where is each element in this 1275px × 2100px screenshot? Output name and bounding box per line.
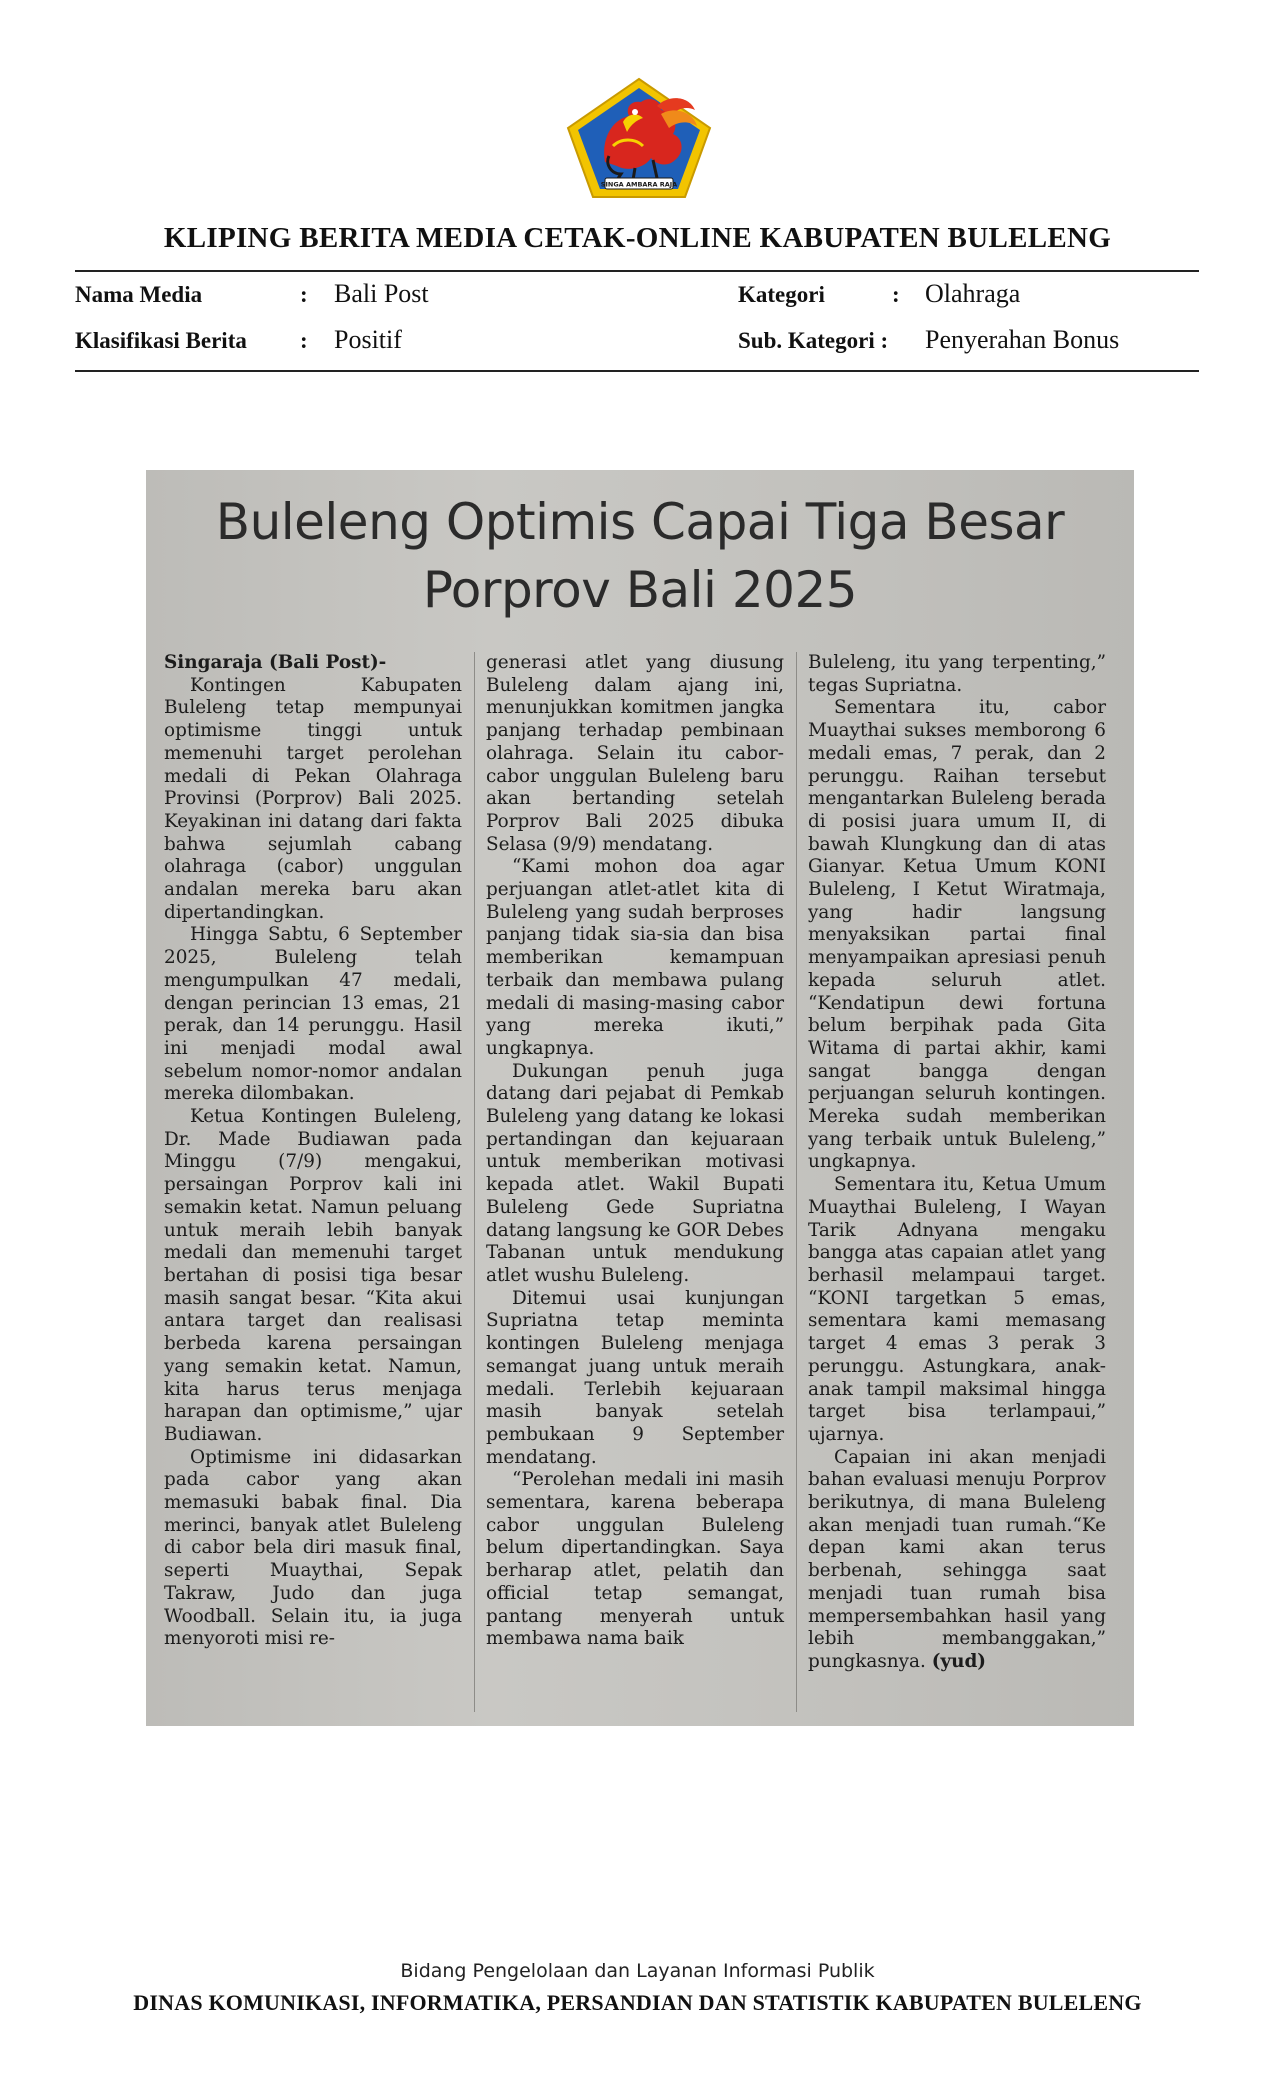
kategori-label: Kategori [738, 282, 825, 307]
footer-division: Bidang Pengelolaan dan Layanan Informasi Publik [400, 1960, 875, 1982]
regency-logo [565, 76, 713, 200]
paragraph: Ketua Kontingen Buleleng, Dr. Made Budiawan pada Minggu (7/9) mengakui, persaingan Porprov kali ini semakin ketat. Namun peluang untuk meraih lebih banyak medali dan memenuhi target bertahan di posisi tiga besar masih sangat besar. “Kita akui antara target dan realisasi berbeda karena persaingan yang semakin ketat. Namun, kita harus terus menjaga harapan dan optimisme,” ujar Budiawan. [164, 1106, 462, 1445]
paragraph: Optimisme ini didasarkan pada cabor yang akan memasuki babak final. Dia merinci, banyak atlet Buleleng di cabor bela diri masuk final, seperti Muaythai, Sepak Takraw, Judo dan juga Woodball. Selain itu, ia juga menyoroti misi re- [164, 1446, 462, 1650]
article-headline [146, 488, 1134, 624]
kategori-value: Olahraga [925, 279, 1021, 308]
paragraph: generasi atlet yang diusung Buleleng dalam ajang ini, menunjukkan komitmen jangka panjang terhadap pembinaan olahraga. Selain itu cabor-cabor unggulan Buleleng baru akan bertanding setelah Porprov Bali 2025 dibuka Selasa (9/9) mendatang. [486, 652, 784, 855]
article-signature: (yud) [931, 1650, 987, 1672]
logo-motto: SINGA AMBARA RAJA [600, 180, 678, 189]
header-rule-bottom [75, 370, 1199, 372]
news-clipping [146, 470, 1134, 1726]
footer-agency: DINAS KOMUNIKASI, INFORMATIKA, PERSANDIAN DAN STATISTIK KABUPATEN BULELENG [133, 1990, 1142, 2015]
paragraph: Hingga Sabtu, 6 September 2025, Buleleng telah mengumpulkan 47 medali, dengan perincian 13 emas, 21 perak, dan 14 perunggu. Hasil ini menjadi modal awal sebelum nomor-nomor andalan mereka dilombakan. [164, 924, 462, 1105]
article-column-2 [486, 652, 784, 1651]
klasifikasi-label: Klasifikasi Berita [75, 328, 247, 353]
paragraph-text: Capaian ini akan menjadi bahan evaluasi menuju Porprov berikutnya, di mana Buleleng akan menjadi tuan rumah.“Ke depan kami akan terus berbenah, sehingga saat menjadi tuan rumah bisa mempersembahkan hasil yang lebih membanggakan,” pungkasnya. [808, 1446, 1106, 1672]
klasifikasi-value: Positif [334, 325, 402, 354]
article-column-3 [808, 652, 1106, 1674]
paragraph: Kontingen Kabupaten Buleleng tetap mempunyai optimisme tinggi untuk memenuhi target perolehan medali di Pekan Olahraga Provinsi (Porprov) Bali 2025. Keyakinan ini datang dari fakta bahwa sejumlah cabang olahraga (cabor) unggulan andalan mereka baru akan dipertandingkan. [164, 674, 462, 923]
paragraph: “Kami mohon doa agar perjuangan atlet-atlet kita di Buleleng yang sudah berproses panjang tidak sia-sia dan bisa memberikan kemampuan terbaik dan membawa pulang medali di masing-masing cabor yang mereka ikuti,” ungkapnya. [486, 856, 784, 1059]
headline-line-2: Porprov Bali 2025 [422, 561, 858, 619]
header-rule-top [75, 270, 1199, 272]
singa-ambara-raja-emblem-icon [565, 76, 713, 200]
paragraph: Ditemui usai kunjungan Supriatna tetap meminta kontingen Buleleng menjaga semangat juang untuk meraih medali. Terlebih kejuaraan masih banyak setelah pembukaan 9 September mendatang. [486, 1287, 784, 1468]
paragraph: Sementara itu, Ketua Umum Muaythai Buleleng, I Wayan Tarik Adnyana mengaku bangga atas capaian atlet yang berhasil melampaui target. “KONI targetkan 5 emas, sementara kami memasang target 4 emas 3 perak 3 perunggu. Astungkara, anak-anak tampil maksimal hingga target bisa terlampaui,” ujarnya. [808, 1174, 1106, 1445]
article-dateline: Singaraja (Bali Post)- [164, 652, 387, 673]
column-divider [474, 652, 475, 1712]
document-title: KLIPING BERITA MEDIA CETAK-ONLINE KABUPATEN BULELENG [163, 222, 1112, 254]
article-column-1 [164, 652, 462, 1651]
paragraph: Dukungan penuh juga datang dari pejabat di Pemkab Buleleng yang datang ke lokasi pertandingan dan kejuaraan untuk memberikan motivasi kepada atlet. Wakil Bupati Buleleng Gede Supriatna datang langsung ke GOR Debes Tabanan untuk mendukung atlet wushu Buleleng. [486, 1060, 784, 1286]
klasifikasi-colon: : [300, 328, 308, 353]
paragraph: Sementara itu, cabor Muaythai sukses memborong 6 medali emas, 7 perak, dan 2 perunggu. Raihan tersebut mengantarkan Buleleng berada di posisi juara umum II, di bawah Klungkung dan di atas Gianyar. Ketua Umum KONI Buleleng, I Ketut Wiratmaja, yang hadir langsung menyaksikan partai final menyampaikan apresiasi penuh kepada seluruh atlet. “Kendatipun dewi fortuna belum berpihak pada Gita Witama di partai akhir, kami sangat bangga dengan perjuangan seluruh kontingen. Mereka sudah memberikan yang terbaik untuk Buleleng,” ungkapnya. [808, 697, 1106, 1173]
kategori-colon: : [892, 282, 900, 307]
article-columns [164, 652, 1116, 1712]
subkategori-label: Sub. Kategori : [738, 328, 889, 353]
paragraph: “Perolehan medali ini masih sementara, karena beberapa cabor unggulan Buleleng belum dipertandingkan. Saya berharap atlet, pelatih dan official tetap semangat, pantang menyerah untuk membawa nama baik [486, 1469, 784, 1650]
headline-line-1: Buleleng Optimis Capai Tiga Besar [215, 493, 1065, 551]
media-label: Nama Media [75, 282, 203, 307]
media-value: Bali Post [334, 279, 429, 308]
paragraph [808, 1447, 1106, 1674]
paragraph: Buleleng, itu yang terpenting,” tegas Supriatna. [808, 652, 1106, 696]
column-divider [796, 652, 797, 1712]
subkategori-value: Penyerahan Bonus [925, 325, 1120, 354]
media-colon: : [300, 282, 308, 307]
